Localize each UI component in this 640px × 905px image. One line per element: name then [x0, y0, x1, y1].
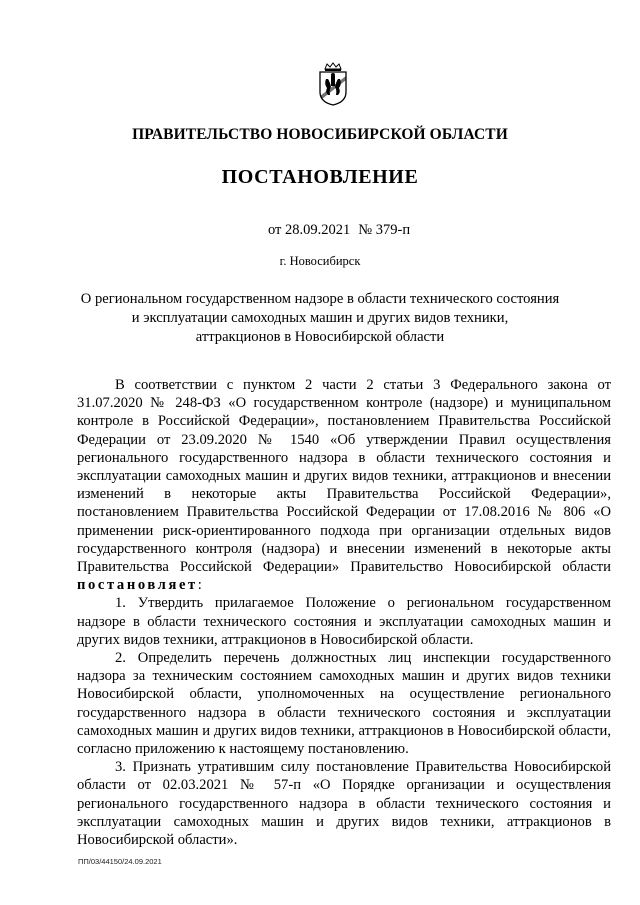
subject-line: аттракционов в Новосибирской области	[195, 329, 445, 345]
document-body	[77, 376, 611, 849]
preamble-text: В соответствии с пунктом 2 части 2 статьи 3 Федерального закона от 31.07.2020 № 248-ФЗ «О государственном контроле (надзоре) и муниципальном контроле в Российской Федерации», постановлением Правительства Российской Федерации от 23.09.2020 № 1540 «Об утверждении Правил осуществления регионального государственного надзора в области технического состояния и эксплуатации самоходных машин и других видов техники, аттракционов и внесении изменений в некоторые акты Правительства Российской Федерации», постановлением Правительства Российской Федерации от 17.08.2016 № 806 «О применении риск-ориентированного подхода при организации отдельных видов государственного контроля (надзора) и внесении изменений в некоторые акты Правительства Российской Федерации» Правительство Новосибирской области	[77, 377, 611, 576]
decree-colon: :	[197, 577, 202, 594]
organization-title: ПРАВИТЕЛЬСТВО НОВОСИБИРСКОЙ ОБЛАСТИ	[132, 126, 508, 143]
list-item: 1. Утвердить прилагаемое Положение о региональном государственном надзоре в области технического состояния и эксплуатации самоходных машин и других видов техники, аттракционов в Новосибирской области.	[77, 595, 611, 648]
document-number: № 379-п	[358, 222, 411, 238]
list-item: 3. Признать утратившим силу постановление Правительства Новосибирской области от 02.03.2021 № 57-п «О Порядке организации и осуществления регионального государственного надзора в области технического состояния и эксплуатации самоходных машин и других видов техники, аттракционов в Новосибирской области».	[77, 759, 611, 849]
subject-line: и эксплуатации самоходных машин и других видов техники,	[131, 310, 509, 326]
document-subject	[60, 290, 580, 347]
list-item: 2. Определить перечень должностных лиц инспекции государственного надзора за техническим состоянием самоходных машин и других видов техники Новосибирской области, уполномоченных на осуществление регионального государственного надзора в области технического состояния и эксплуатации самоходных машин и других видов техники, аттракционов в Новосибирской области, согласно приложению к настоящему постановлению.	[77, 650, 611, 758]
subject-line: О региональном государственном надзоре в области технического состояния	[80, 291, 560, 307]
preamble-paragraph	[77, 376, 611, 594]
decree-word: постановляет	[77, 577, 198, 594]
document-date: от 28.09.2021	[268, 222, 351, 238]
document-type: ПОСТАНОВЛЕНИЕ	[221, 166, 419, 188]
coat-of-arms-icon	[316, 62, 350, 106]
footer-code: ПП/03/44150/24.09.2021	[78, 857, 162, 866]
city: г. Новосибирск	[279, 254, 361, 268]
date-number-line	[268, 222, 410, 239]
